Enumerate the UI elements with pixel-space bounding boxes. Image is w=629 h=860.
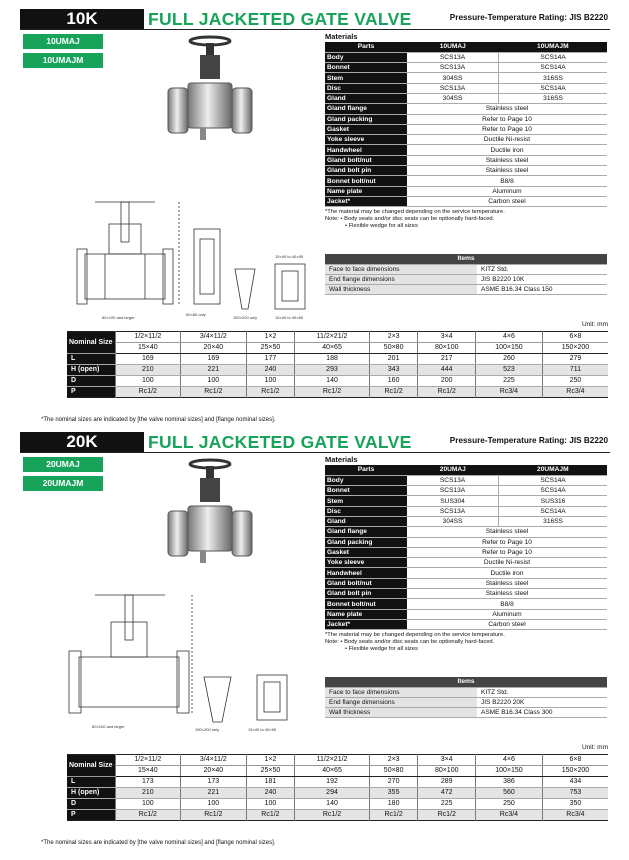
size-mm: 15×40 <box>115 343 181 354</box>
dimension-value: Rc1/2 <box>418 387 476 398</box>
part-name: Gland flange <box>325 527 407 537</box>
dimension-value: 140 <box>295 376 370 387</box>
material-value: Refer to Page 10 <box>407 114 607 124</box>
material-value: SCS14A <box>499 486 607 496</box>
size-inch: 6×8 <box>542 332 608 343</box>
dimension-value: 225 <box>418 799 476 810</box>
dimension-value: 210 <box>115 365 181 376</box>
material-value: 304SS <box>407 73 499 83</box>
model-badge: 20UMAJM <box>23 476 103 491</box>
dimension-value: 279 <box>542 354 608 365</box>
size-mm: 100×150 <box>476 766 543 777</box>
nominal-size-header: Nominal Size <box>67 755 115 777</box>
part-name: Gland packing <box>325 537 407 547</box>
size-mm: 25×50 <box>246 343 295 354</box>
part-name: Bonnet <box>325 63 407 73</box>
dimension-value: 260 <box>476 354 543 365</box>
size-mm: 20×40 <box>181 766 247 777</box>
items-table <box>325 677 607 718</box>
dimension-value: 169 <box>115 354 181 365</box>
dimension-value: 523 <box>476 365 543 376</box>
drawing-caption: 15×40 to 40×65 <box>248 727 277 732</box>
dimension-value: Rc1/2 <box>369 387 418 398</box>
size-inch: 2×3 <box>369 332 418 343</box>
material-value: Carbon steel <box>407 196 607 206</box>
part-name: Gland bolt pin <box>325 166 407 176</box>
item-label: Wall thickness <box>325 284 477 294</box>
dimensions-table <box>67 331 608 398</box>
nominal-size-header: Nominal Size <box>67 332 115 354</box>
dimension-value: 177 <box>246 354 295 365</box>
item-value: KITZ Std. <box>477 687 607 697</box>
material-value: SCS13A <box>407 83 499 93</box>
size-mm: 25×50 <box>246 766 295 777</box>
materials-heading: Materials <box>325 32 358 41</box>
wedge-detail-drawing <box>200 672 235 727</box>
dimensions-table <box>67 754 608 821</box>
dimension-value: Rc1/2 <box>115 387 181 398</box>
size-inch: 1/2×11/2 <box>115 332 181 343</box>
dimension-value: 293 <box>295 365 370 376</box>
section-header <box>20 432 610 452</box>
size-mm: 80×100 <box>418 343 476 354</box>
material-value: Stainless steel <box>407 166 607 176</box>
material-value: 316SS <box>499 516 607 526</box>
pressure-class-code: 10K <box>20 9 144 29</box>
dimension-value: 100 <box>181 376 247 387</box>
size-mm: 50×80 <box>369 343 418 354</box>
material-notes <box>325 632 505 653</box>
dimension-value: 210 <box>115 788 181 799</box>
material-value: SUS316 <box>499 496 607 506</box>
materials-table <box>325 42 607 207</box>
dimension-value: 250 <box>542 376 608 387</box>
dimension-value: 100 <box>115 799 181 810</box>
valve-photo <box>160 456 260 576</box>
dimension-label: P <box>67 387 115 398</box>
part-name: Bonnet bolt/nut <box>325 599 407 609</box>
material-value: SCS13A <box>407 63 499 73</box>
dimension-value: Rc1/2 <box>295 810 370 821</box>
dimension-value: 200 <box>418 376 476 387</box>
part-name: Gland bolt/nut <box>325 155 407 165</box>
part-name: Gland packing <box>325 114 407 124</box>
product-title: FULL JACKETED GATE VALVE <box>148 9 412 29</box>
item-value: JIS B2220 10K <box>477 274 607 284</box>
material-value: SCS14A <box>499 52 607 62</box>
part-name: Gasket <box>325 547 407 557</box>
dimension-value: 100 <box>246 376 295 387</box>
item-value: ASME B16.34 Class 300 <box>477 707 607 717</box>
material-value: 304SS <box>407 93 499 103</box>
dimension-value: 100 <box>181 799 247 810</box>
size-inch: 3/4×11/2 <box>181 755 247 766</box>
dimension-label: D <box>67 376 115 387</box>
material-value: SCS13A <box>407 486 499 496</box>
drawing-caption: 50×80 only <box>186 312 206 317</box>
cross-section-drawing <box>75 194 185 319</box>
size-inch: 1×2 <box>246 332 295 343</box>
section-header <box>20 9 610 29</box>
size-inch: 3×4 <box>418 755 476 766</box>
material-value: Aluminum <box>407 609 607 619</box>
part-name: Name plate <box>325 609 407 619</box>
item-value: ASME B16.34 Class 150 <box>477 284 607 294</box>
dimension-value: 350 <box>542 799 608 810</box>
dimension-value: Rc3/4 <box>542 387 608 398</box>
dimension-value: Rc1/2 <box>246 387 295 398</box>
part-name: Handwheel <box>325 145 407 155</box>
part-name: Body <box>325 475 407 485</box>
material-value: Refer to Page 10 <box>407 537 607 547</box>
part-name: Bonnet <box>325 486 407 496</box>
materials-block <box>325 455 607 630</box>
material-value: Ductile iron <box>407 145 607 155</box>
dimension-value: Rc1/2 <box>369 810 418 821</box>
drawing-caption: 15×40 to 40×65 <box>275 315 304 320</box>
column-header: 20UMAJM <box>499 465 607 475</box>
item-label: Wall thickness <box>325 707 477 717</box>
note-line: *The material may be changed depending on the service temperature. <box>325 632 505 638</box>
dimension-value: Rc1/2 <box>295 387 370 398</box>
dimension-label: L <box>67 354 115 365</box>
dimension-value: 343 <box>369 365 418 376</box>
items-table <box>325 254 607 295</box>
dimension-value: Rc3/4 <box>542 810 608 821</box>
column-header: Parts <box>325 465 407 475</box>
size-mm: 40×65 <box>295 343 370 354</box>
pressure-rating: Pressure-Temperature Rating: JIS B2220 <box>449 13 608 22</box>
part-name: Stem <box>325 496 407 506</box>
dimension-value: 181 <box>246 777 295 788</box>
size-inch: 1×2 <box>246 755 295 766</box>
material-value: Stainless steel <box>407 589 607 599</box>
material-value: Stainless steel <box>407 155 607 165</box>
column-header: Parts <box>325 42 407 52</box>
material-notes <box>325 209 505 230</box>
column-header: 10UMAJM <box>499 42 607 52</box>
size-mm: 150×200 <box>542 766 608 777</box>
material-value: Ductile Ni-resist <box>407 135 607 145</box>
material-value: SCS13A <box>407 506 499 516</box>
unit-label: Unit: mm <box>582 321 608 328</box>
dimension-label: D <box>67 799 115 810</box>
dimension-value: 100 <box>115 376 181 387</box>
size-inch: 4×6 <box>476 755 543 766</box>
note-line: • Flexible wedge for all sizes <box>345 646 418 652</box>
part-name: Gland <box>325 516 407 526</box>
dimension-value: 472 <box>418 788 476 799</box>
model-badge: 20UMAJ <box>23 457 103 472</box>
size-mm: 50×80 <box>369 766 418 777</box>
dimension-value: 201 <box>369 354 418 365</box>
dimension-value: 217 <box>418 354 476 365</box>
note-line: Note: • Body seats and/or disc seats can be optionally hard-faced. <box>325 639 495 645</box>
material-value: SUS304 <box>407 496 499 506</box>
part-name: Stem <box>325 73 407 83</box>
dimension-value: 355 <box>369 788 418 799</box>
jacket-detail-drawing <box>192 224 222 309</box>
dimension-value: 140 <box>295 799 370 810</box>
material-value: B8/8 <box>407 599 607 609</box>
drawing-caption: 150×200 only <box>195 727 220 732</box>
size-inch: 3×4 <box>418 332 476 343</box>
dimension-value: 160 <box>369 376 418 387</box>
product-title: FULL JACKETED GATE VALVE <box>148 432 412 452</box>
dimension-value: 753 <box>542 788 608 799</box>
size-inch: 11/2×21/2 <box>295 755 370 766</box>
item-label: Face to face dimensions <box>325 687 477 697</box>
dimension-value: 444 <box>418 365 476 376</box>
material-value: 316SS <box>499 93 607 103</box>
material-value: Refer to Page 10 <box>407 124 607 134</box>
dimension-label: P <box>67 810 115 821</box>
material-value: 316SS <box>499 73 607 83</box>
dimension-value: Rc1/2 <box>418 810 476 821</box>
size-inch: 4×6 <box>476 332 543 343</box>
dimension-value: 240 <box>246 365 295 376</box>
pressure-rating: Pressure-Temperature Rating: JIS B2220 <box>449 436 608 445</box>
material-value: Ductile Ni-resist <box>407 558 607 568</box>
dimension-value: 225 <box>476 376 543 387</box>
part-name: Jacket* <box>325 196 407 206</box>
size-inch: 6×8 <box>542 755 608 766</box>
material-value: SCS14A <box>499 63 607 73</box>
dimension-value: 711 <box>542 365 608 376</box>
part-name: Gland bolt/nut <box>325 578 407 588</box>
dimension-value: Rc1/2 <box>181 810 247 821</box>
dimension-label: H (open) <box>67 788 115 799</box>
dimension-value: 221 <box>181 788 247 799</box>
dimension-value: Rc1/2 <box>181 387 247 398</box>
dimension-value: 221 <box>181 365 247 376</box>
size-inch: 3/4×11/2 <box>181 332 247 343</box>
part-name: Bonnet bolt/nut <box>325 176 407 186</box>
materials-block <box>325 32 607 207</box>
part-name: Handwheel <box>325 568 407 578</box>
column-header: 10UMAJ <box>407 42 499 52</box>
part-name: Yoke sleeve <box>325 558 407 568</box>
note-line: • Flexible wedge for all sizes <box>345 223 418 229</box>
dimension-value: 560 <box>476 788 543 799</box>
dimension-value: 188 <box>295 354 370 365</box>
note-line: Note: • Body seats and/or disc seats can be optionally hard-faced. <box>325 216 495 222</box>
dimension-value: 434 <box>542 777 608 788</box>
part-name: Gland bolt pin <box>325 589 407 599</box>
size-mm: 100×150 <box>476 343 543 354</box>
drawing-caption: 80×100 and larger <box>92 724 125 729</box>
dimension-label: H (open) <box>67 365 115 376</box>
size-mm: 40×65 <box>295 766 370 777</box>
size-inch: 2×3 <box>369 755 418 766</box>
material-value: Carbon steel <box>407 619 607 629</box>
item-label: End flange dimensions <box>325 274 477 284</box>
model-badge: 10UMAJ <box>23 34 103 49</box>
item-label: End flange dimensions <box>325 697 477 707</box>
material-value: B8/8 <box>407 176 607 186</box>
materials-heading: Materials <box>325 455 358 464</box>
size-mm: 20×40 <box>181 343 247 354</box>
part-name: Gland <box>325 93 407 103</box>
wedge-detail-drawing <box>230 264 260 314</box>
dimension-value: Rc1/2 <box>115 810 181 821</box>
footnote: *The nominal sizes are indicated by [the valve nominal sizes] and [flange nominal sizes]. <box>41 840 276 846</box>
footnote: *The nominal sizes are indicated by [the valve nominal sizes] and [flange nominal sizes]. <box>41 417 276 423</box>
material-value: Aluminum <box>407 186 607 196</box>
drawing-caption: 80×100 and larger <box>102 315 135 320</box>
flange-detail-drawing <box>252 670 292 725</box>
material-value: SCS14A <box>499 506 607 516</box>
part-name: Gland flange <box>325 104 407 114</box>
part-name: Disc <box>325 506 407 516</box>
dimension-value: 192 <box>295 777 370 788</box>
part-name: Gasket <box>325 124 407 134</box>
material-value: Stainless steel <box>407 578 607 588</box>
header-rule <box>20 452 610 453</box>
header-rule <box>20 29 610 30</box>
items-heading: Items <box>325 677 607 687</box>
dimension-value: Rc3/4 <box>476 387 543 398</box>
material-value: Ductile iron <box>407 568 607 578</box>
dimension-value: 240 <box>246 788 295 799</box>
item-value: JIS B2220 20K <box>477 697 607 707</box>
material-value: SCS14A <box>499 475 607 485</box>
part-name: Disc <box>325 83 407 93</box>
drawing-caption: 150×200 only <box>233 315 258 320</box>
cross-section-drawing <box>65 587 195 727</box>
dimension-value: 100 <box>246 799 295 810</box>
column-header: 20UMAJ <box>407 465 499 475</box>
size-mm: 150×200 <box>542 343 608 354</box>
item-label: Face to face dimensions <box>325 264 477 274</box>
material-value: SCS13A <box>407 475 499 485</box>
dimension-value: 169 <box>181 354 247 365</box>
dimension-value: 270 <box>369 777 418 788</box>
part-name: Yoke sleeve <box>325 135 407 145</box>
dimension-value: 386 <box>476 777 543 788</box>
items-heading: Items <box>325 254 607 264</box>
material-value: SCS14A <box>499 83 607 93</box>
pressure-class-code: 20K <box>20 432 144 452</box>
dimension-value: 289 <box>418 777 476 788</box>
material-value: 304SS <box>407 516 499 526</box>
material-value: Stainless steel <box>407 104 607 114</box>
unit-label: Unit: mm <box>582 744 608 751</box>
part-name: Name plate <box>325 186 407 196</box>
part-name: Jacket* <box>325 619 407 629</box>
materials-table <box>325 465 607 630</box>
dimension-value: 294 <box>295 788 370 799</box>
dimension-value: 173 <box>115 777 181 788</box>
size-mm: 15×40 <box>115 766 181 777</box>
dimension-value: Rc3/4 <box>476 810 543 821</box>
valve-photo <box>160 33 260 153</box>
material-value: SCS13A <box>407 52 499 62</box>
dimension-label: L <box>67 777 115 788</box>
dimension-value: Rc1/2 <box>246 810 295 821</box>
material-value: Refer to Page 10 <box>407 547 607 557</box>
dimension-value: 180 <box>369 799 418 810</box>
material-value: Stainless steel <box>407 527 607 537</box>
size-inch: 1/2×11/2 <box>115 755 181 766</box>
flange-detail-drawing <box>270 259 310 314</box>
size-mm: 80×100 <box>418 766 476 777</box>
part-name: Body <box>325 52 407 62</box>
note-line: *The material may be changed depending on the service temperature. <box>325 209 505 215</box>
item-value: KITZ Std. <box>477 264 607 274</box>
model-badge: 10UMAJM <box>23 53 103 68</box>
dimension-value: 250 <box>476 799 543 810</box>
dimension-value: 173 <box>181 777 247 788</box>
drawing-caption: 15×40 to 40×65 <box>275 254 304 259</box>
size-inch: 11/2×21/2 <box>295 332 370 343</box>
